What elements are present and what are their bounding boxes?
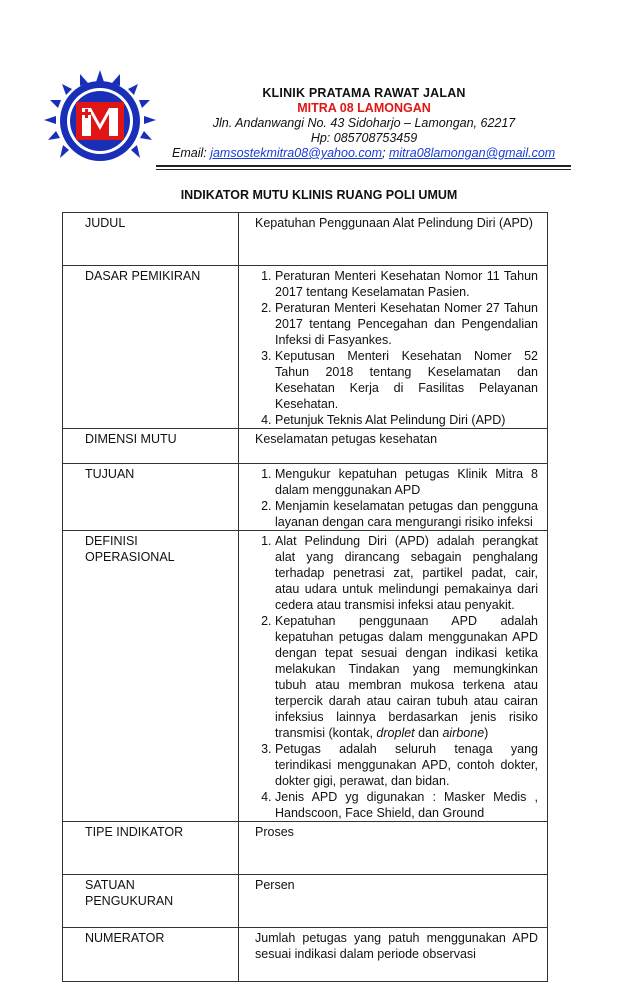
row-value: Proses — [239, 822, 548, 875]
row-label — [63, 875, 239, 928]
row-label-line: OPERASIONAL — [85, 550, 175, 564]
table-row-tujuan — [63, 464, 548, 531]
list-item: 4. Petunjuk Teknis Alat Pelindung Diri (APD) — [275, 412, 538, 428]
table-row-tipe-indikator — [63, 822, 548, 875]
list-item: 3. Keputusan Menteri Kesehatan Nomer 52 Tahun 2018 tentang Keselamatan dan Kesehatan Kerja di Fasilitas Pelayanan Kesehatan. — [275, 348, 538, 412]
row-label: DASAR PEMIKIRAN — [63, 266, 239, 429]
row-value — [239, 531, 548, 822]
letterhead-rule-thick — [156, 165, 571, 167]
list-item: 2. Menjamin keselamatan petugas dan pengguna layanan dengan cara mengurangi risiko infeksi — [275, 498, 538, 530]
row-value: Persen — [239, 875, 548, 928]
row-value: Jumlah petugas yang patuh menggunakan APD sesuai indikasi dalam periode observasi — [239, 928, 548, 982]
table-row-satuan-pengukuran — [63, 875, 548, 928]
row-label-line: DEFINISI — [85, 534, 138, 548]
row-label-line: SATUAN — [85, 878, 135, 892]
list-item: 1. Peraturan Menteri Kesehatan Nomor 11 Tahun 2017 tentang Keselamatan Pasien. — [275, 268, 538, 300]
list-item: 2. Peraturan Menteri Kesehatan Nomer 27 Tahun 2017 tentang Pencegahan dan Pengendalian Infeksi di Fasyankes. — [275, 300, 538, 348]
row-label: TIPE INDIKATOR — [63, 822, 239, 875]
row-value: Keselamatan petugas kesehatan — [239, 429, 548, 464]
row-value — [239, 464, 548, 531]
email-link-2[interactable]: mitra08lamongan@gmail.com — [388, 146, 556, 160]
row-label: TUJUAN — [63, 464, 239, 531]
row-label: JUDUL — [63, 213, 239, 266]
row-label — [63, 531, 239, 822]
row-label: NUMERATOR — [63, 928, 239, 982]
clinic-type: KLINIK PRATAMA RAWAT JALAN — [262, 86, 466, 100]
list-item-italic: droplet — [376, 726, 415, 740]
list-item: 4. Jenis APD yg digunakan : Masker Medis , Handscoon, Face Shield, dan Ground — [275, 789, 538, 821]
letterhead-rule-thin — [156, 169, 571, 170]
list-item-text: dan — [414, 726, 443, 740]
document-title: INDIKATOR MUTU KLINIS RUANG POLI UMUM — [180, 188, 458, 202]
row-value — [239, 266, 548, 429]
table-row-numerator — [63, 928, 548, 982]
table-row-dasar-pemikiran — [63, 266, 548, 429]
tujuan-list — [255, 466, 538, 530]
dasar-list — [255, 268, 538, 428]
table-row-dimensi-mutu — [63, 429, 548, 464]
list-item-italic: airbone — [442, 726, 485, 740]
clinic-address: Jln. Andanwangi No. 43 Sidoharjo – Lamongan, 62217 — [212, 116, 516, 130]
letterhead-text — [160, 86, 568, 145]
list-item: 1. Mengukur kepatuhan petugas Klinik Mitra 8 dalam menggunakan APD — [275, 466, 538, 498]
row-value: Kepatuhan Penggunaan Alat Pelindung Diri (APD) — [239, 213, 548, 266]
table-row-definisi-operasional — [63, 531, 548, 822]
list-item: 1. Alat Pelindung Diri (APD) adalah perangkat alat yang dirancang sebagain penghalang terhadap penetrasi zat, partikel padat, cair, atau udara untuk melindungi pemakainya dari cedera atau transmisi infeksi atau penyakit. — [275, 533, 538, 613]
clinic-email-line — [172, 146, 555, 160]
clinic-phone: Hp: 085708753459 — [310, 131, 418, 145]
email-link-1[interactable]: jamsostekmitra08@yahoo.com — [210, 146, 382, 160]
row-label: DIMENSI MUTU — [63, 429, 239, 464]
letterhead — [0, 0, 638, 180]
clinic-logo — [42, 68, 158, 172]
list-item-text: ) — [484, 726, 489, 740]
indicator-table — [62, 212, 548, 982]
email-separator: ; — [382, 146, 389, 160]
list-item: 3. Petugas adalah seluruh tenaga yang terindikasi menggunakan APD, contoh dokter, dokter gigi, perawat, dan bidan. — [275, 741, 538, 789]
list-item — [275, 613, 538, 741]
clinic-name: MITRA 08 LAMONGAN — [297, 101, 431, 115]
definisi-list — [255, 533, 538, 821]
email-label: Email: — [172, 146, 211, 160]
row-label-line: PENGUKURAN — [85, 894, 174, 908]
table-row-judul — [63, 213, 548, 266]
list-item-text: Kepatuhan penggunaan APD adalah kepatuhan petugas dalam menggunakan APD dengan tepat sesuai dengan indikasi ketika melakukan Tindakan yang memungkinkan tubuh atau membran mukosa terkena atau terpercik darah atau cairan tubuh atau cairan infeksius lainnya berdasarkan jenis risiko transmisi (kontak, — [275, 614, 538, 740]
